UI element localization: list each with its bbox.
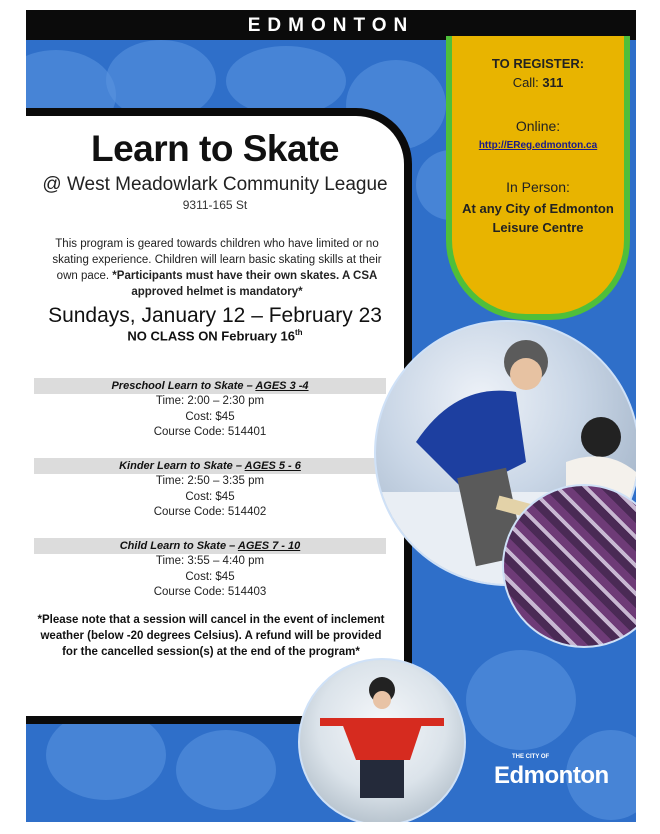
class-code: Course Code: 514403: [153, 586, 267, 598]
class-name: Child Learn to Skate –: [119, 540, 238, 552]
inperson-location: At any City of Edmonton Leisure Centre: [462, 201, 614, 235]
logo-name: Edmonton: [494, 762, 609, 789]
class-code: Course Code: 514401: [153, 426, 267, 438]
class-block: [34, 378, 386, 441]
bubble-decoration: [466, 650, 576, 750]
call-number: 311: [542, 75, 564, 90]
program-title: Learn to Skate: [91, 128, 339, 169]
registration-link[interactable]: http://EReg.edmonton.ca: [478, 140, 598, 151]
inperson-label: In Person:: [506, 179, 570, 195]
class-header: [34, 538, 386, 554]
class-header: [34, 458, 386, 474]
class-ages: AGES 5 - 6: [244, 460, 301, 472]
description-requirements: *Participants must have their own skates. A CSA approved helmet is mandatory*: [112, 270, 378, 298]
bubble-decoration: [176, 730, 276, 810]
class-time: Time: 2:50 – 3:35 pm: [155, 475, 265, 487]
program-address: 9311-165 St: [182, 198, 248, 212]
no-class-suffix: th: [295, 328, 303, 337]
call-label: Call:: [512, 75, 539, 90]
program-description: [52, 236, 382, 300]
class-ages: AGES 7 - 10: [237, 540, 301, 552]
class-ages: AGES 3 -4: [255, 380, 309, 392]
city-banner: EDMONTON: [26, 10, 636, 40]
register-heading: TO REGISTER:: [491, 56, 585, 71]
program-dates: Sundays, January 12 – February 23: [48, 304, 382, 327]
weather-cancellation-note: *Please note that a session will cancel in the event of inclement weather (below -20 degrees Celsius). A refund will be provided for the cancelled session(s) at the end of the program*: [37, 614, 385, 658]
city-of-edmonton-logo: [494, 754, 609, 790]
class-cost: Cost: $45: [185, 490, 235, 503]
no-class-notice: [26, 328, 404, 343]
class-code: Course Code: 514402: [153, 506, 267, 518]
description-text: This program is geared towards children who have limited or no skating experience. Children will learn basic skating skills at their own pace.: [52, 238, 382, 282]
young-skater-illustration: [300, 660, 464, 822]
class-block: [34, 538, 386, 601]
online-label: Online:: [515, 118, 561, 134]
registration-box: [446, 36, 630, 320]
logo-small-text: THE CITY OF: [512, 754, 550, 760]
class-cost: Cost: $45: [185, 570, 235, 583]
young-skater-photo: [298, 658, 466, 822]
program-venue: @ West Meadowlark Community League: [42, 174, 388, 195]
class-name: Kinder Learn to Skate –: [119, 460, 245, 472]
class-time: Time: 3:55 – 4:40 pm: [155, 555, 265, 567]
class-time: Time: 2:00 – 2:30 pm: [155, 395, 265, 407]
program-panel: [26, 108, 412, 724]
no-class-text: NO CLASS ON February 16: [127, 328, 296, 344]
register-call: [452, 75, 624, 90]
class-cost: Cost: $45: [185, 410, 235, 423]
class-name: Preschool Learn to Skate –: [111, 380, 256, 392]
bubble-decoration: [226, 46, 346, 116]
poster: [26, 10, 636, 822]
class-header: [34, 378, 386, 394]
class-block: [34, 458, 386, 521]
